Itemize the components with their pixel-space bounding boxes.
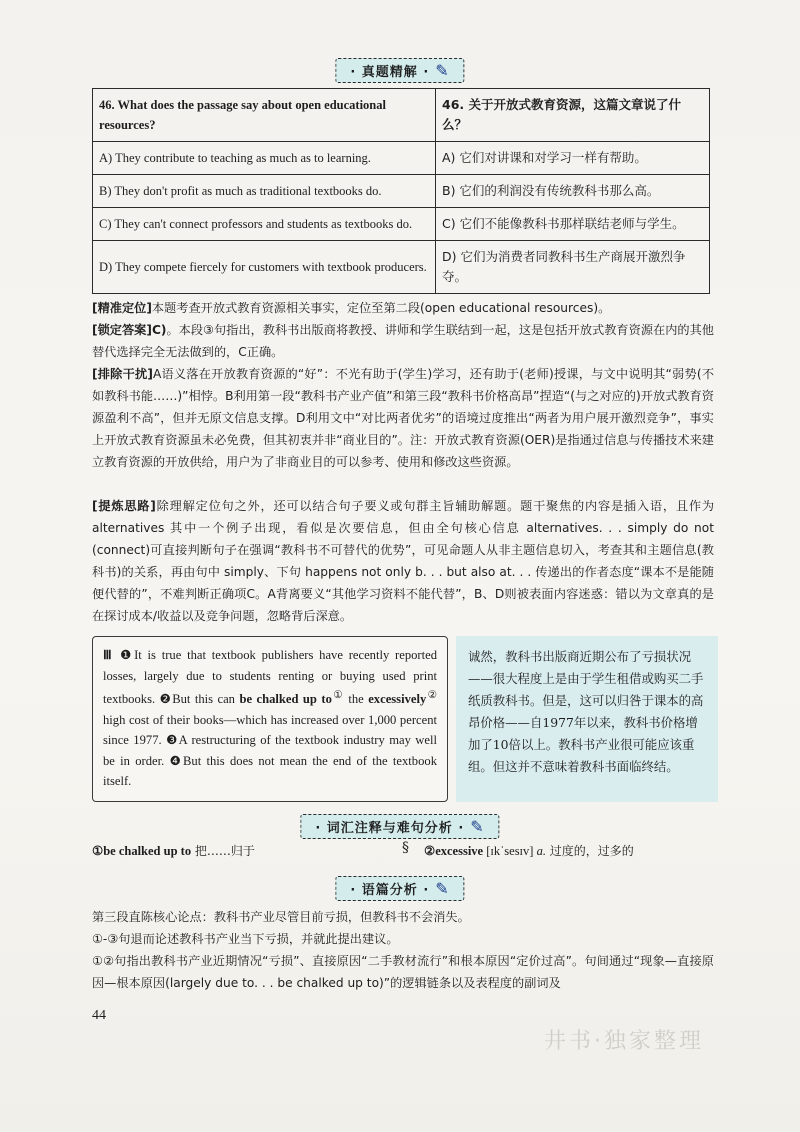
section-title-text: · 语篇分析 · — [350, 883, 430, 898]
option-c-zh: C) 它们不能像教科书那样联结老师与学生。 — [436, 208, 710, 241]
sentence-1: It is true that textbook publishers have recently reported losses, largely due to students renting or buying used print textbooks. — [103, 648, 438, 707]
option-row-a — [93, 142, 710, 175]
sentence-2-part-c: high cost of their books—which has increased over 1,000 percent since 1977. — [103, 712, 437, 748]
option-d-en: D) They compete fiercely for customers with textbook producers. — [93, 241, 436, 294]
vocab-def-2: 过度的，过多的 — [545, 844, 634, 858]
option-b-zh: B) 它们的利润没有传统教科书那么高。 — [436, 175, 710, 208]
sentence-2-part-b: the — [343, 692, 369, 707]
question-row — [93, 89, 710, 142]
idea-tag: [提炼思路] — [92, 499, 156, 513]
footnote-marker-2: ② — [426, 690, 437, 701]
sentence-4: But this does not mean the end of the textbook itself. — [103, 753, 437, 789]
answer-tag: [锁定答案] — [92, 323, 152, 337]
option-c-en: C) They can't connect professors and students as textbooks do. — [93, 208, 436, 241]
section-title-text: · 词汇注释与难句分析 · — [315, 821, 465, 836]
vocab-item-1 — [92, 842, 255, 859]
analysis-exclude — [92, 363, 714, 473]
vocab-pos-2: a. — [536, 844, 546, 858]
watermark: 井书·独家整理 — [544, 1029, 704, 1054]
answer-text: 。本段③句指出，教科书出版商将教授、讲师和学生联结到一起，这是包括开放式教育资源在内的其他替代选择完全无法做到的，C正确。 — [92, 323, 714, 359]
idea-text: 除理解定位句之外，还可以结合句子要义或句群主旨辅助解题。题干聚焦的内容是插入语，且作为 alternatives 其中一个例子出现，看似是次要信息，但由全句核心信息 alternatives. . . simply do not (connect)可直接判断句子在强调“教科书不可替代的优势”，可见命题人从非主题信息切入，考查其和主题信息(教科书)的关系，再由句中 simply、下句 happens not only b. . . but also at. . . 传递出的作者态度“课本不是能随便代替的”，不难判断正确项C。A背离要义“其他学习资料不能代替”，B、D则被表面内容迷惑：错以为文章真的是在探讨成本/收益以及竞争问题，忽略背后深意。 — [92, 499, 715, 623]
locate-tag: [精准定位] — [92, 301, 152, 315]
sentence-1-num: ❶ — [120, 648, 135, 662]
pen-icon: ✎ — [435, 61, 450, 80]
discourse-p2: ①-③句退而论述教科书产业当下亏损，并就此提出建议。 — [92, 932, 399, 946]
section-title-yu-pian — [335, 876, 464, 901]
passage-box — [92, 636, 448, 802]
discourse-p3: ①②句指出教科书产业近期情况“亏损”、直接原因“二手教材流行”和根本原因“定价过高”。句间通过“现象—直接原因—根本原因(largely due to. . . be chalked up to)”的逻辑链条以及表程度的副词及 — [92, 954, 714, 990]
option-row-c — [93, 208, 710, 241]
vocab-separator: § — [402, 840, 409, 856]
sentence-3-num: ❸ — [166, 733, 179, 748]
analysis-idea — [92, 495, 714, 627]
option-row-d — [93, 241, 710, 294]
analysis-answer — [92, 319, 714, 363]
section-title-vocab — [300, 814, 499, 839]
sentence-3: A restructuring of the textbook industry may well be in order. — [103, 733, 437, 768]
option-row-b — [93, 175, 710, 208]
footnote-marker-1: ① — [331, 690, 344, 701]
discourse-p1: 第三段直陈核心论点：教科书产业尽管目前亏损，但教科书不会消失。 — [92, 910, 470, 924]
translation-text: 诚然，教科书出版商近期公布了亏损状况——很大程度上是由于学生租借或购买二手纸质教科书。但是，这可以归咎于课本的高昂价格——自1977年以来，教科书价格增加了10倍以上。教科书产业很可能应该重组。但这并不意味着教科书面临终结。 — [468, 649, 704, 774]
option-a-zh: A) 它们对讲课和对学习一样有帮助。 — [436, 142, 710, 175]
passage-label: Ⅲ — [103, 648, 115, 662]
exclude-tag: [排除干扰] — [92, 367, 153, 381]
exclude-text: A语义落在开放教育资源的“好”：不光有助于(学生)学习，还有助于(老师)授课，与文中说明其“弱势(不如教科书能……)”相悖。B利用第一段“教科书产业产值”和第三段“教科书价格高昂”捏造“(与之对应的)开放式教育资源盈利不高”，但并无原文信息支撑。D利用文中“对比两者优劣”的语境过度推出“两者为用户展开激烈竞争”，事实上开放式教育资源虽未必免费，但其初衷并非“商业目的”。注：开放式教育资源(OER)是指通过信息与传播技术来建立教育资源的开放供给，用户为了非商业目的可以参考、使用和修改这些资源。 — [92, 367, 715, 469]
vocab-item-2 — [424, 842, 634, 859]
pen-icon: ✎ — [470, 817, 485, 836]
vocab-def-1: 把……归于 — [191, 844, 255, 858]
question-zh: 46. 关于开放式教育资源，这篇文章说了什么？ — [436, 89, 710, 142]
option-b-en: B) They don't profit as much as traditional textbooks do. — [93, 175, 436, 208]
section-title-zhen-ti — [335, 58, 464, 83]
analysis-locate — [92, 297, 714, 319]
section-title-text: · 真题精解 · — [350, 65, 430, 80]
vocab-highlight-2: excessively — [368, 692, 427, 707]
sentence-4-num: ❹ — [169, 753, 184, 768]
option-a-en: A) They contribute to teaching as much as to learning. — [93, 142, 436, 175]
page-number: 44 — [92, 1008, 106, 1023]
question-en: 46. What does the passage say about open educational resources? — [93, 89, 436, 142]
vocab-highlight-1: be chalked up to — [239, 692, 332, 707]
sentence-2-num: ❷ — [159, 692, 173, 707]
sentence-2-part-a: But this can — [172, 692, 240, 707]
pen-icon: ✎ — [435, 879, 450, 898]
vocab-term-1: ①be chalked up to — [92, 844, 192, 858]
translation-box — [456, 636, 718, 802]
locate-text: 本题考查开放式教育资源相关事实，定位至第二段(open educational resources)。 — [151, 301, 611, 315]
question-table — [92, 88, 710, 294]
answer-letter: C) — [151, 323, 167, 337]
vocab-phonetic-2: [ɪkˈsesɪv] — [483, 844, 537, 858]
vocab-term-2: ②excessive — [424, 844, 484, 858]
option-d-zh: D) 它们为消费者同教科书生产商展开激烈争夺。 — [436, 241, 710, 294]
